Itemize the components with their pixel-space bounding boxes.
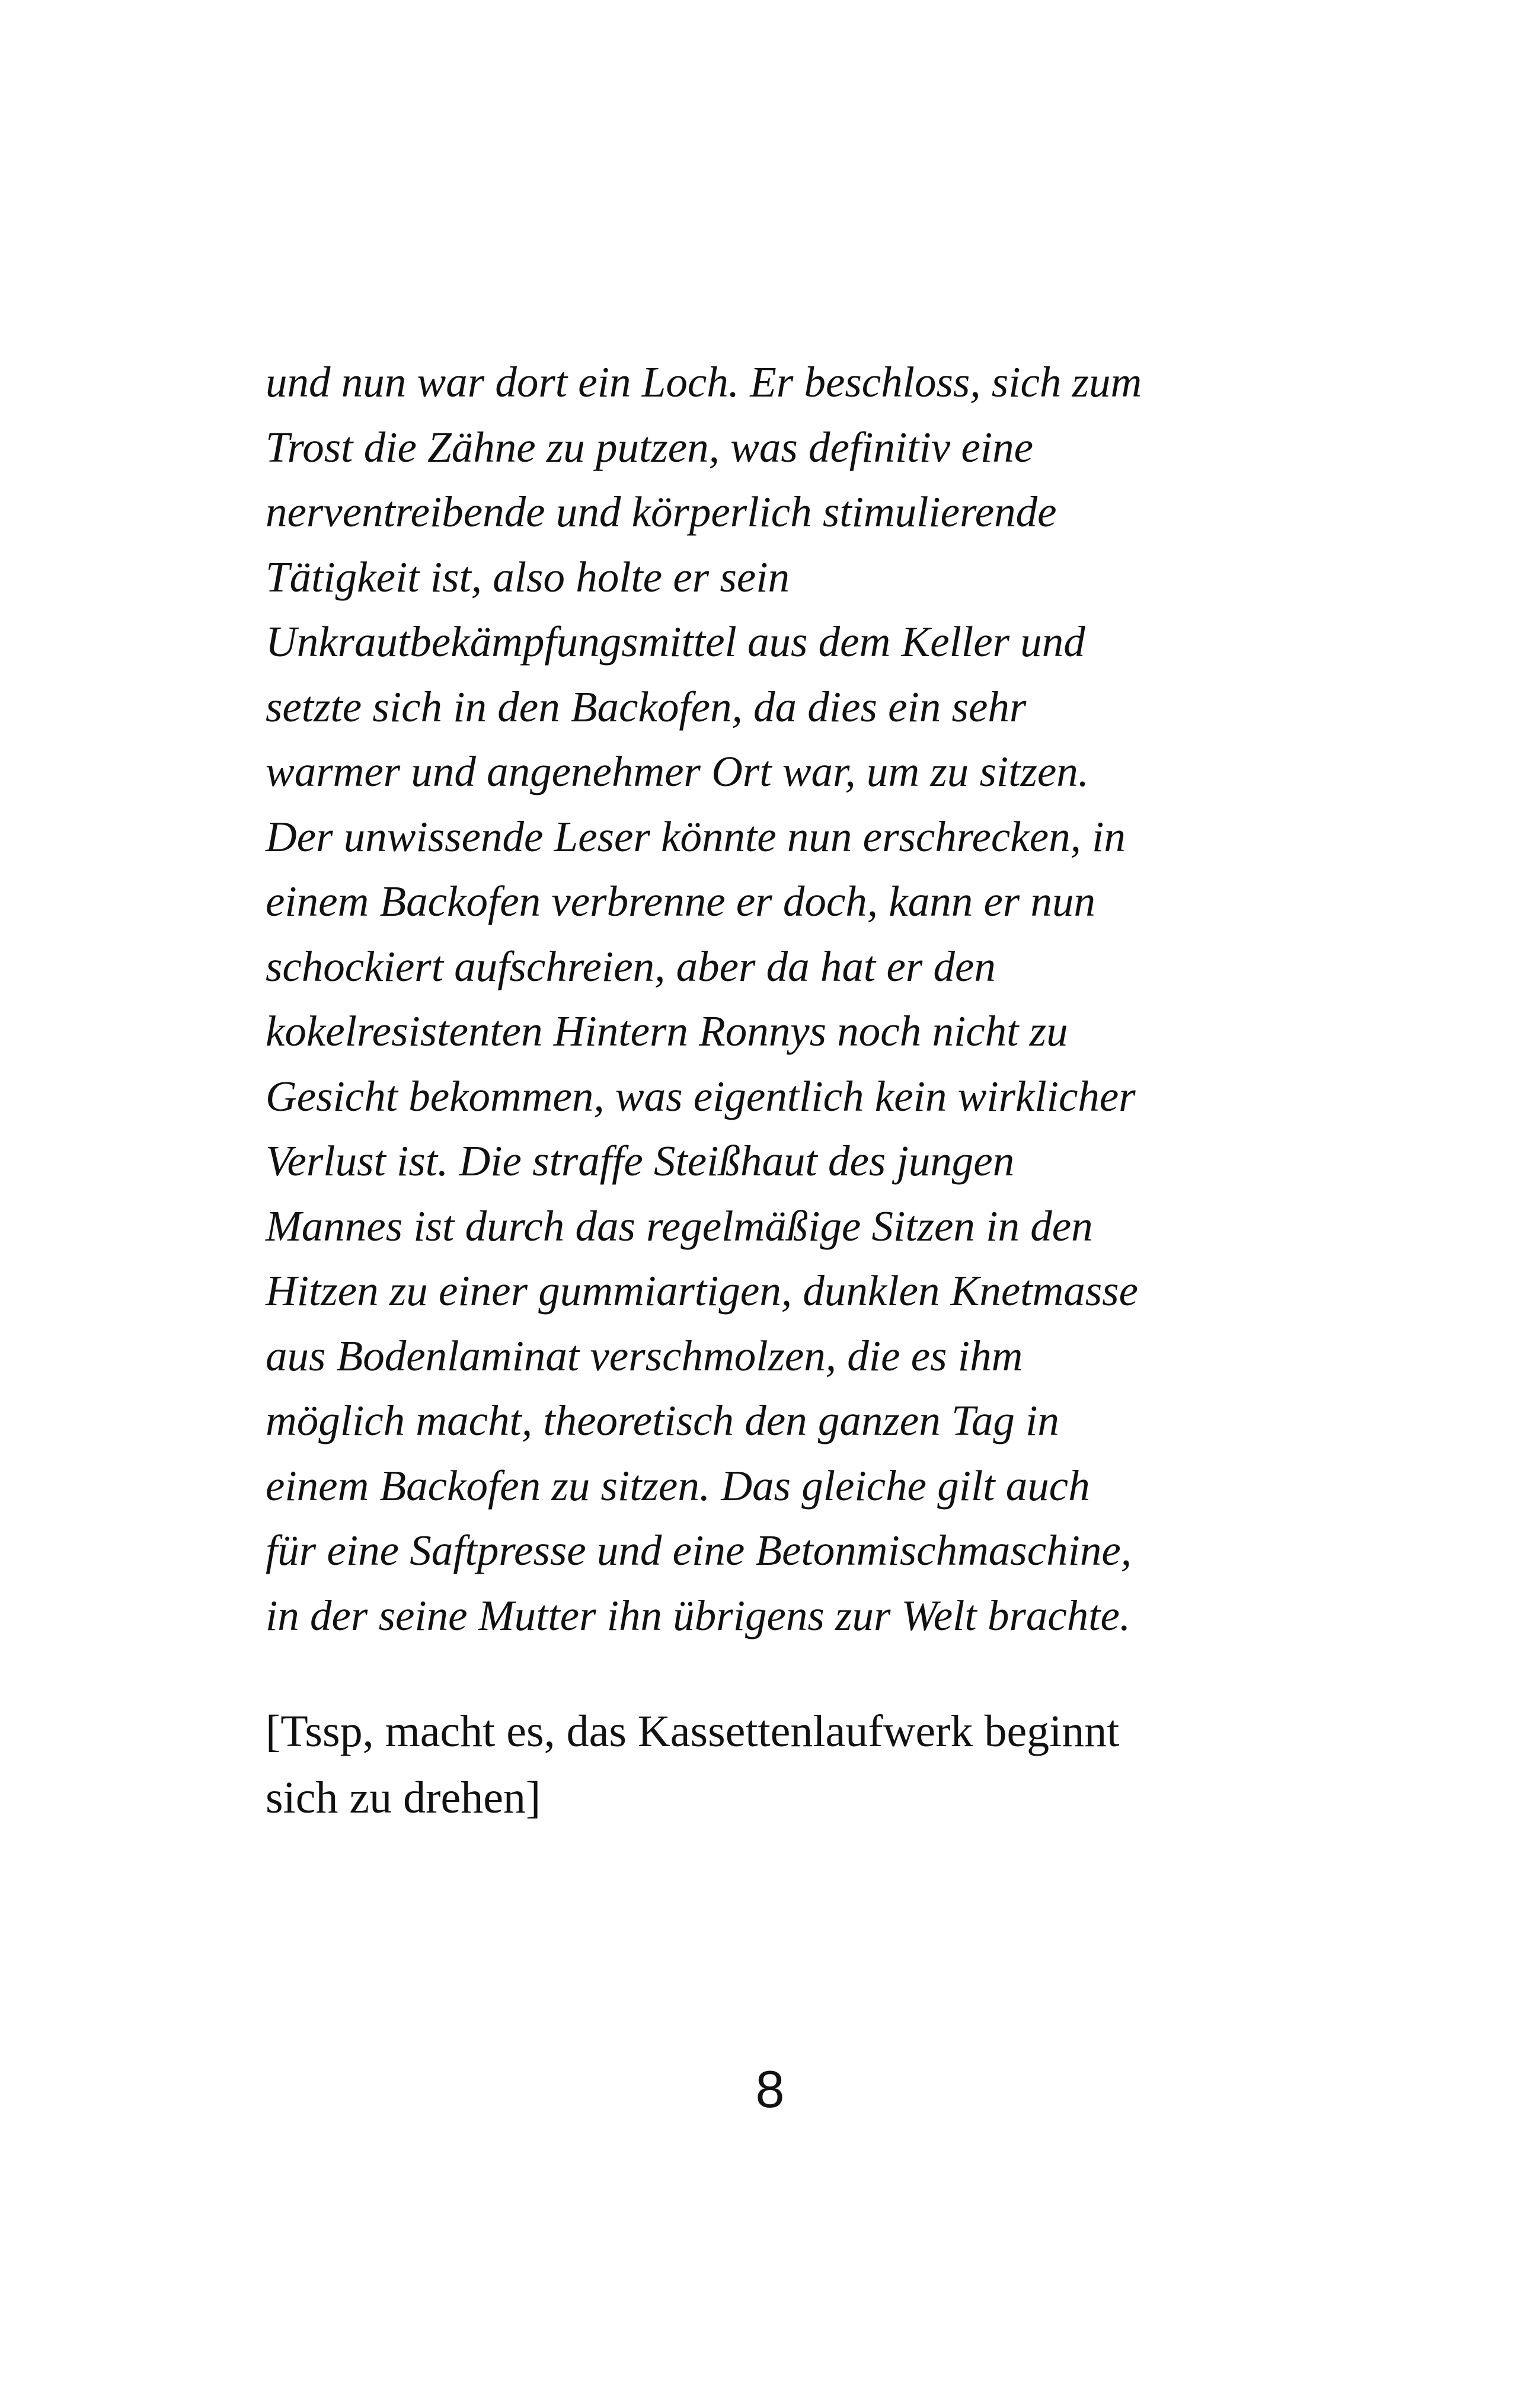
text-line: möglich macht, theoretisch den ganzen Tag in [266,1396,1059,1444]
text-line: Hitzen zu einer gummiartigen, dunklen Knetmasse [266,1267,1138,1315]
text-line: Gesicht bekommen, was eigentlich kein wirklicher [266,1072,1136,1120]
text-line: für eine Saftpresse und eine Betonmischmaschine, [266,1526,1132,1574]
text-line: Der unwissende Leser könnte nun erschrecken, in [266,812,1126,861]
text-line: schockiert aufschreien, aber da hat er den [266,942,996,990]
text-line: Tätigkeit ist, also holte er sein [266,552,790,601]
text-line: Verlust ist. Die straffe Steißhaut des jungen [266,1137,1015,1185]
text-line: einem Backofen verbrenne er doch, kann er nun [266,877,1096,925]
text-line: kokelresistenten Hintern Ronnys noch nicht zu [266,1007,1068,1055]
text-line: sich zu drehen] [266,1773,541,1823]
text-line: [Tssp, macht es, das Kassettenlaufwerk beginnt [266,1706,1120,1756]
text-line: Trost die Zähne zu putzen, was definitiv eine [266,423,1034,471]
text-line: Unkrautbekämpfungsmittel aus dem Keller und [266,618,1085,666]
text-line: warmer und angenehmer Ort war, um zu sitzen. [266,747,1089,795]
text-line: in der seine Mutter ihn übrigens zur Welt brachte. [266,1591,1131,1639]
body-text [266,350,1333,1831]
text-line: setzte sich in den Backofen, da dies ein sehr [266,682,1027,731]
italic-paragraph [266,350,1333,1648]
text-line: und nun war dort ein Loch. Er beschloss, sich zum [266,358,1142,406]
text-line: nerventreibende und körperlich stimulierende [266,488,1057,536]
text-line: aus Bodenlaminat verschmolzen, die es ihm [266,1331,1023,1380]
stage-direction-paragraph [266,1698,1333,1831]
text-line: Mannes ist durch das regelmäßige Sitzen in den [266,1201,1093,1250]
text-line: einem Backofen zu sitzen. Das gleiche gilt auch [266,1461,1090,1510]
page-number: 8 [755,2060,785,2118]
